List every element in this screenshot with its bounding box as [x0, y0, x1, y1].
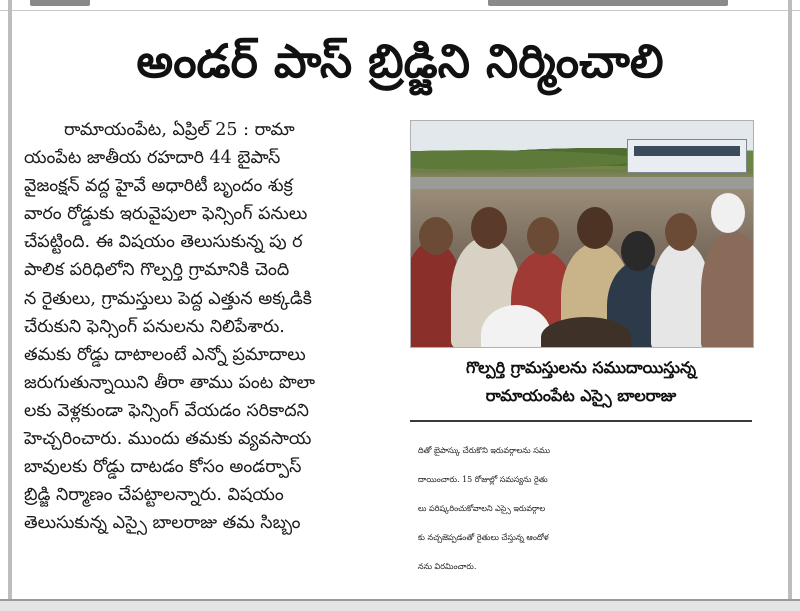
- page-edge-bottom: [0, 599, 800, 611]
- article-line: లు పరిష్కరించుకోవాలని ఎస్సై ఇరువర్గాల: [418, 504, 546, 513]
- article-body-right-column: [418, 436, 764, 586]
- photo-person-head: [577, 207, 613, 249]
- photo-person-cap: [711, 193, 745, 233]
- photo-person-head: [419, 217, 453, 255]
- article-line: తెలుసుకున్న ఎస్సై బాలరాజు తమ సిబ్బం: [24, 513, 301, 534]
- article-line: బ్రిడ్జి నిర్మాణం చేపట్టాలన్నారు. విషయం: [24, 485, 284, 506]
- article-line: జరుగుతున్నాయిని తీరా తాము పంట పొలా: [24, 372, 315, 393]
- photo-person: [701, 231, 754, 348]
- previous-page-strip: [0, 0, 800, 11]
- photo-bus: [627, 139, 747, 173]
- article-body-left-column: [24, 116, 401, 594]
- article-line: పాలిక పరిధిలోని గొల్పర్తి గ్రామానికి చెంది: [24, 260, 290, 281]
- news-photo-crowd: [410, 120, 754, 348]
- caption-line: గొల్పర్తి గ్రామస్తులను సముదాయిస్తున్న: [465, 358, 697, 377]
- article-line: హెచ్చరించారు. ముందు తమకు వ్యవసాయ: [24, 429, 312, 450]
- caption-divider: [410, 420, 752, 422]
- photo-person-head: [527, 217, 559, 255]
- article-line: చేపట్టింది. ఈ విషయం తెలుసుకున్న పు ర: [24, 232, 303, 253]
- photo-caption: [410, 354, 752, 414]
- article-line: దితో బైపాస్కు చేరుకొని ఇరువర్గాలను సము: [418, 446, 551, 455]
- article-line: బావులకు రోడ్డు దాటడం కోసం అండర్పాస్: [24, 457, 302, 478]
- article-line: లకు వెళ్లకుండా ఫెన్సింగ్ వేయడం సరికాదని: [24, 400, 309, 421]
- article-line: యంపేట జాతీయ రహదారి 44 బైపాస్: [24, 148, 281, 169]
- article-line: వైజంక్షన్ వద్ద హైవే అధారిటీ బృందం శుక్ర: [24, 176, 293, 197]
- article-line: చేరుకుని ఫెన్సింగ్ పనులను నిలిపేశారు.: [24, 316, 285, 337]
- cropped-text-fragment: [488, 0, 728, 6]
- article-line: తమకు రోడ్డు దాటాలంటే ఎన్నో ప్రమాదాలు: [24, 344, 306, 365]
- page-edge-left: [8, 0, 12, 611]
- photo-person-head: [665, 213, 697, 251]
- article-line: న రైతులు, గ్రామస్తులు పెద్ద ఎత్తున అక్కడికి: [24, 288, 312, 309]
- photo-person-head: [621, 231, 655, 271]
- article-line: దాయించారు. 15 రోజుల్లో సమస్యను రైతు: [418, 475, 548, 484]
- page-edge-right: [788, 0, 792, 611]
- photo-road: [411, 177, 753, 189]
- photo-person-head: [471, 207, 507, 249]
- article-line: నను విరమించారు.: [418, 562, 477, 571]
- article-line: వారం రోడ్డుకు ఇరువైపులా ఫెన్సింగ్ పనులు: [24, 204, 308, 225]
- article-line: కు నచ్చజెప్పడంతో రైతులు చేస్తున్న ఆందోళ: [418, 533, 549, 542]
- article-line: రామాయంపేట, ఏప్రిల్ 25 : రామా: [64, 120, 295, 140]
- cropped-text-fragment: [30, 0, 90, 6]
- article-headline: అండర్ పాస్ బ్రిడ్జిని నిర్మించాలి: [136, 34, 664, 88]
- caption-line: రామాయంపేట ఎస్సై బాలరాజు: [485, 386, 677, 405]
